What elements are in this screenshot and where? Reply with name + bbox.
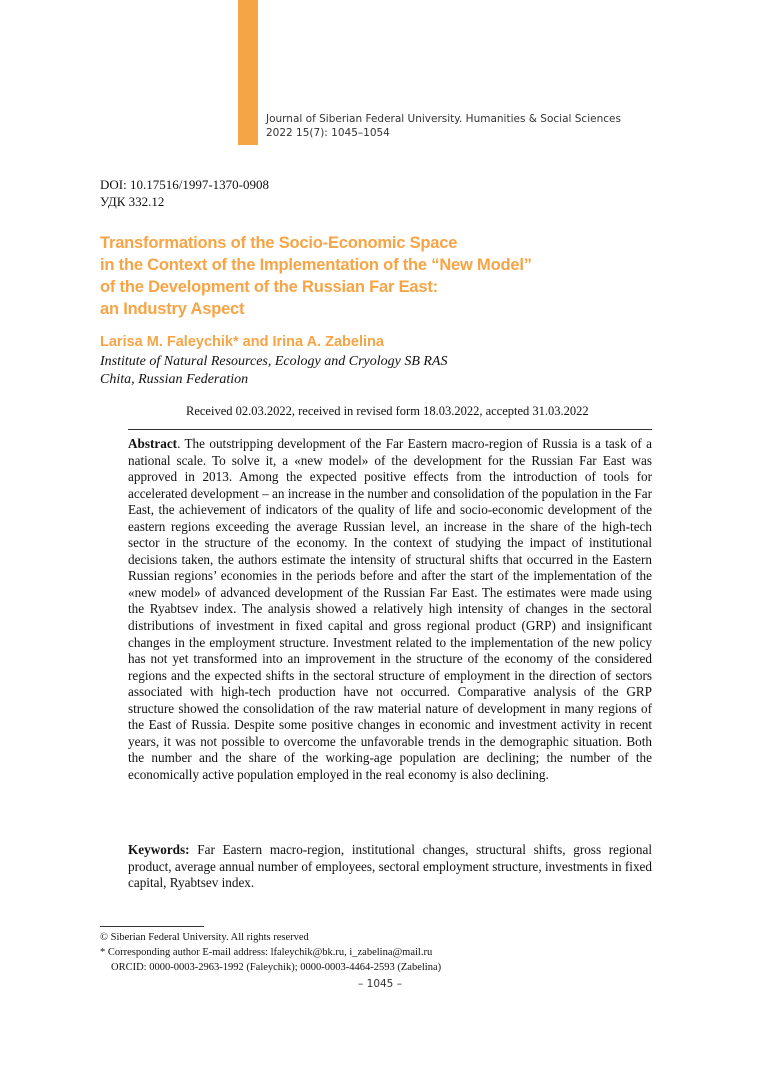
title-line: in the Context of the Implementation of the “New Model” [100, 256, 532, 274]
abstract-divider [128, 429, 652, 430]
affiliation-location: Chita, Russian Federation [100, 372, 249, 387]
udk: УДК 332.12 [100, 194, 165, 209]
footnotes [100, 930, 441, 975]
affiliation-institute: Institute of Natural Resources, Ecology and Cryology SB RAS [100, 354, 448, 369]
abstract-text: . The outstripping development of the Far Eastern macro-region of Russia is a task of a national scale. To solve it, a «new model» of the development for the Russian Far East was approved in 2013. Among the expected positive effects from the introduction of tools for accelerated development – an increase in the number and consolidation of the population in the Far East, the achievement of indicators of the quality of life and socio-economic development of the eastern regions exceeding the average Russian level, an increase in the share of the high-tech sector in the structure of the economy. In the context of studying the impact of institutional decisions taken, the authors estimate the intensity of structural shifts that occurred in the Eastern Russian regions’ economies in the periods before and after the start of the implementation of the «new model» of advanced development of the Russian Far East. The estimates were made using the Ryabtsev index. The analysis showed a relatively high intensity of changes in the sectoral distributions of investment in fixed capital and gross regional product (GRP) and insignificant changes in the employment structure. Investment related to the implementation of the new policy has not yet transformed into an improvement in the structure of the economy of the considered regions and the expected shifts in the sectoral structure of employment in the direction of sectors associated with high-tech production have not occurred. Comparative analysis of the GRP structure showed the consolidation of the raw material nature of development in many regions of the East of Russia. Despite some positive changes in economic and investment activity in recent years, it was not possible to overcome the unfavorable trends in the demographic situation. Both the number and the share of the working-age population are declining; the number of the economically active population employed in the real economy is also declining. [128, 436, 652, 782]
article-title [100, 232, 532, 320]
header-accent-bar [238, 0, 258, 145]
orcid-note: ORCID: 0000-0003-2963-1992 (Faleychik); 0000-0003-4464-2593 (Zabelina) [111, 962, 442, 973]
copyright-note: © Siberian Federal University. All rights reserved [100, 932, 309, 943]
keywords-label: Keywords: [128, 842, 190, 857]
title-line: of the Development of the Russian Far East: [100, 278, 438, 296]
doi: DOI: 10.17516/1997-1370-0908 [100, 177, 269, 192]
received-dates: Received 02.03.2022, received in revised form 18.03.2022, accepted 31.03.2022 [186, 404, 589, 418]
page-number: – 1045 – [358, 978, 402, 990]
journal-header [266, 112, 621, 140]
corresponding-author-note: * Corresponding author E-mail address: lfaleychik@bk.ru, i_zabelina@mail.ru [100, 947, 433, 958]
affiliation [100, 353, 447, 389]
keywords-text: Far Eastern macro-region, institutional changes, structural shifts, gross regional product, average annual number of employees, sectoral employment structure, investments in fixed capital, Ryabtsev index. [128, 842, 652, 891]
article-identifiers [100, 176, 269, 210]
journal-name: Journal of Siberian Federal University. Humanities & Social Sciences [266, 113, 621, 125]
abstract [128, 436, 652, 783]
keywords [128, 842, 652, 892]
abstract-label: Abstract [128, 436, 178, 451]
title-line: an Industry Aspect [100, 300, 245, 318]
footnote-divider [100, 926, 204, 927]
authors: Larisa M. Faleychik* and Irina A. Zabelina [100, 334, 384, 350]
journal-issue: 2022 15(7): 1045–1054 [266, 127, 390, 139]
title-line: Transformations of the Socio-Economic Space [100, 234, 458, 252]
